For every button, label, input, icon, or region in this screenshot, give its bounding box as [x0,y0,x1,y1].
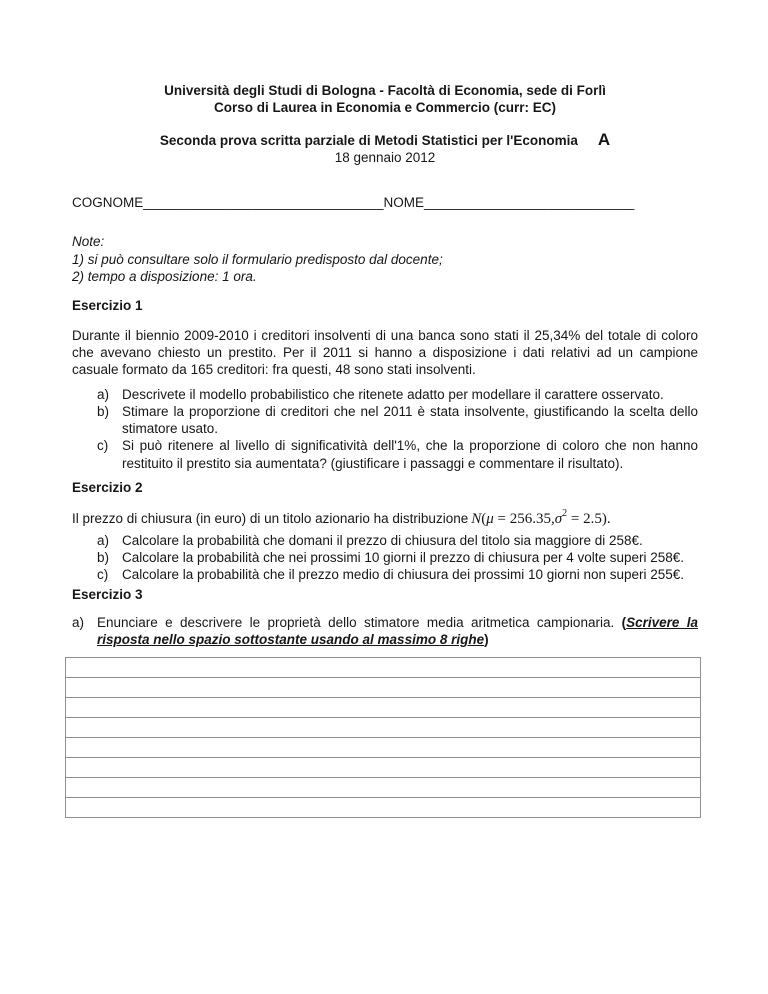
exam-title: Seconda prova scritta parziale di Metodi Statistici per l'Economia [159,132,578,148]
page-header [72,82,698,117]
answer-table-body [66,658,701,818]
exercise3-heading: Esercizio 3 [72,586,143,602]
answer-cell [66,678,701,698]
item-text [97,614,698,649]
answer-row [66,698,701,718]
exercise3-item [72,614,698,649]
answer-row [66,678,701,698]
answer-table [65,657,701,818]
surname-blank-line: ________________________________ [143,195,384,211]
list-item [97,566,698,583]
exam-title-line [72,131,698,149]
item-marker: a) [97,532,110,548]
answer-cell [66,718,701,738]
exercise2-intro-text: Il prezzo di chiusura (in euro) di un titolo azionario ha distribuzione [72,511,469,527]
formula-n: N [471,511,482,528]
open-paren: ( [621,614,627,630]
formula-open-paren: ( [481,511,487,528]
item-marker: a) [97,386,110,402]
answer-cell [66,738,701,758]
exam-date: 18 gennaio 2012 [334,149,436,165]
item-text: Calcolare la probabilità che nei prossimi 10 giorni il prezzo di chiusura per 4 volte superi 258€. [122,549,685,565]
answer-row [66,778,701,798]
formula-period: . [606,511,611,528]
university-line: Università degli Studi di Bologna - Facoltà di Economia, sede di Forlì [164,83,606,98]
formula-mu: μ [486,511,494,528]
formula-sigma: σ [554,511,563,528]
item-marker: c) [97,438,109,454]
item-text: Stimare la proporzione di creditori che nel 2011 è stata insolvente, giustificando la scelta dello stimatore usato. [122,403,698,437]
formula-variance: = 2.5) [567,511,607,528]
distribution-formula [471,508,611,528]
answer-row [66,658,701,678]
note-item: 1) si può consultare solo il formulario predisposto dal docente; [72,251,443,267]
list-item [97,386,698,403]
page-content [72,0,698,818]
name-entry-line [72,194,698,211]
item-marker: a) [72,614,85,630]
answer-row [66,798,701,818]
note-item: 2) tempo a disposizione: 1 ora. [72,269,257,285]
item-marker: c) [97,567,109,583]
title-block [72,131,698,167]
answer-cell [66,758,701,778]
formula-exponent: 2 [562,508,568,520]
answer-row [66,718,701,738]
formula-mean: = 256.35, [493,511,555,528]
close-paren: ) [484,632,489,648]
name-label: NOME [383,195,425,211]
item-text: Calcolare la probabilità che domani il prezzo di chiusura del titolo sia maggiore di 258€. [122,532,643,548]
exercise2-intro [72,510,698,528]
surname-label: COGNOME [72,195,144,211]
course-line: Corso di Laurea in Economia e Commercio (curr: EC) [213,100,557,116]
answer-instructions-emphasis: Scrivere la risposta nello spazio sottostante usando al massimo 8 righe [97,614,698,648]
answer-cell [66,778,701,798]
item-text: Descrivete il modello probabilistico che ritenete adatto per modellare il carattere osservato. [122,386,664,402]
exercise2-list [97,532,698,584]
list-item [97,437,698,472]
exercise3-text: Enunciare e descrivere le proprietà dello stimatore media aritmetica campionaria. [97,614,622,630]
name-blank-line: ____________________________ [424,195,635,211]
list-item [97,549,698,566]
item-text: Calcolare la probabilità che il prezzo medio di chiusura dei prossimi 10 giorni non superi 255€. [122,567,685,583]
item-marker: b) [97,549,110,565]
exercise1-heading: Esercizio 1 [72,298,143,314]
notes-heading: Note: [72,234,105,250]
list-item [97,532,698,549]
item-marker: b) [97,403,110,419]
exercise1-list [97,386,698,472]
exercise2-heading: Esercizio 2 [72,480,143,496]
item-text: Si può ritenere al livello di significatività dell'1%, che la proporzione di coloro che non hanno restituito il prestito sia aumentata? (giustificare i passaggi e commentare il risultato). [122,438,698,471]
list-item [97,403,698,438]
answer-cell [66,798,701,818]
answer-row [66,738,701,758]
notes-section [72,233,698,285]
answer-row [66,758,701,778]
answer-cell [66,658,701,678]
exercise1-intro: Durante il biennio 2009-2010 i creditori insolventi di una banca sono stati il 25,34% del totale di coloro che avevano chiesto un prestito. Per il 2011 si hanno a disposizione i dati relativi ad un campione casuale formato da 165 creditori: fra questi, 48 sono stati insolventi. [72,327,698,378]
answer-cell [66,698,701,718]
exam-version-letter: A [597,129,611,149]
